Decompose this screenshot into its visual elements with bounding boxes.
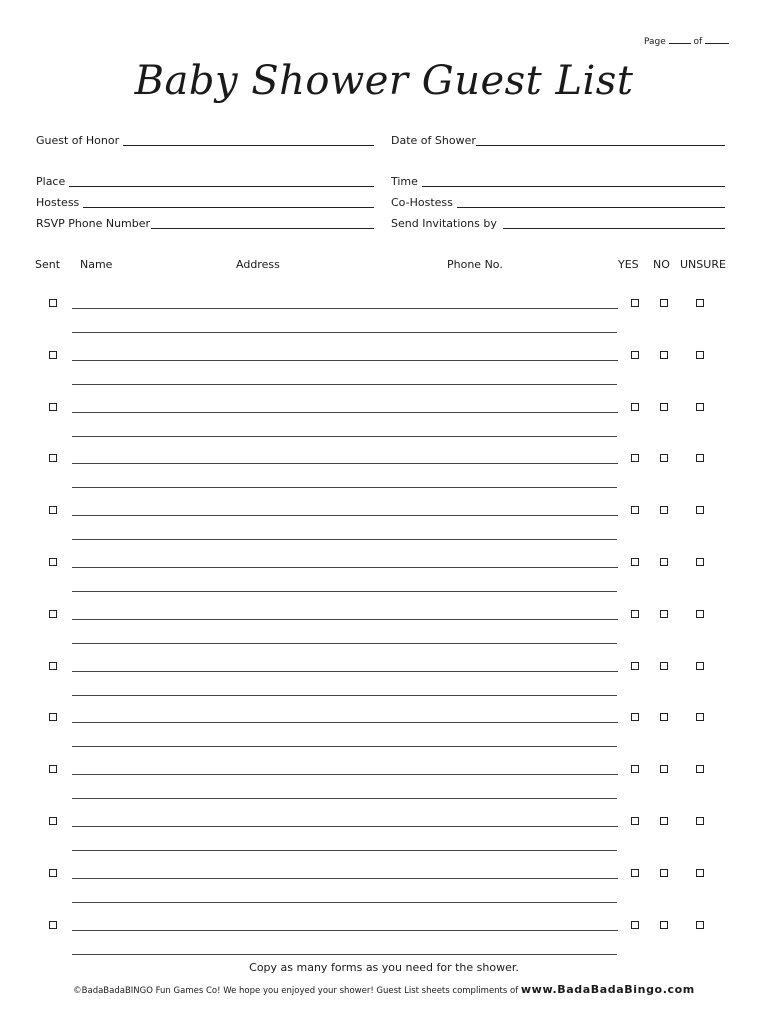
yes-checkbox[interactable]: [631, 662, 639, 670]
guest-address-line[interactable]: [72, 384, 617, 385]
place-label: Place: [36, 175, 66, 188]
place-line[interactable]: [69, 186, 374, 187]
page-number: [644, 34, 729, 47]
sent-checkbox[interactable]: [49, 869, 57, 877]
unsure-checkbox[interactable]: [696, 454, 704, 462]
guest-entry-line[interactable]: [72, 619, 618, 620]
guest-entry-line[interactable]: [72, 463, 618, 464]
guest-address-line[interactable]: [72, 332, 617, 333]
sent-checkbox[interactable]: [49, 817, 57, 825]
yes-checkbox[interactable]: [631, 403, 639, 411]
sent-checkbox[interactable]: [49, 403, 57, 411]
sent-checkbox[interactable]: [49, 610, 57, 618]
yes-checkbox[interactable]: [631, 299, 639, 307]
sent-checkbox[interactable]: [49, 921, 57, 929]
send-invitations-label: Send Invitations by: [391, 217, 497, 230]
place-field: [36, 173, 374, 189]
guest-entry-line[interactable]: [72, 722, 618, 723]
sent-checkbox[interactable]: [49, 351, 57, 359]
hostess-line[interactable]: [83, 207, 374, 208]
unsure-checkbox[interactable]: [696, 506, 704, 514]
send-invitations-field: [391, 215, 725, 231]
guest-entry-line[interactable]: [72, 774, 618, 775]
sent-checkbox[interactable]: [49, 299, 57, 307]
sent-checkbox[interactable]: [49, 506, 57, 514]
sent-checkbox[interactable]: [49, 662, 57, 670]
guest-address-line[interactable]: [72, 954, 617, 955]
unsure-checkbox[interactable]: [696, 921, 704, 929]
no-checkbox[interactable]: [660, 921, 668, 929]
time-label: Time: [391, 175, 418, 188]
guest-address-line[interactable]: [72, 487, 617, 488]
sent-checkbox[interactable]: [49, 558, 57, 566]
no-checkbox[interactable]: [660, 299, 668, 307]
yes-checkbox[interactable]: [631, 558, 639, 566]
no-checkbox[interactable]: [660, 869, 668, 877]
no-checkbox[interactable]: [660, 351, 668, 359]
of-label: of: [693, 37, 703, 47]
co-hostess-label: Co-Hostess: [391, 196, 453, 209]
time-field: [391, 173, 725, 189]
unsure-checkbox[interactable]: [696, 403, 704, 411]
sent-checkbox[interactable]: [49, 765, 57, 773]
guest-address-line[interactable]: [72, 798, 617, 799]
guest-address-line[interactable]: [72, 850, 617, 851]
co-hostess-field: [391, 194, 725, 210]
no-checkbox[interactable]: [660, 713, 668, 721]
yes-checkbox[interactable]: [631, 869, 639, 877]
rsvp-phone-label: RSVP Phone Number: [36, 217, 151, 230]
column-header-unsure: UNSURE: [680, 258, 726, 271]
no-checkbox[interactable]: [660, 558, 668, 566]
yes-checkbox[interactable]: [631, 921, 639, 929]
column-header-yes: YES: [618, 258, 639, 271]
page-number-blank[interactable]: [669, 34, 691, 44]
guest-entry-line[interactable]: [72, 671, 618, 672]
unsure-checkbox[interactable]: [696, 817, 704, 825]
unsure-checkbox[interactable]: [696, 869, 704, 877]
guest-of-honor-line[interactable]: [123, 145, 374, 146]
guest-address-line[interactable]: [72, 436, 617, 437]
unsure-checkbox[interactable]: [696, 299, 704, 307]
column-header-phone: Phone No.: [447, 258, 503, 271]
guest-of-honor-field: [36, 132, 374, 148]
guest-entry-line[interactable]: [72, 930, 618, 931]
guest-entry-line[interactable]: [72, 412, 618, 413]
no-checkbox[interactable]: [660, 403, 668, 411]
date-of-shower-line[interactable]: [476, 145, 725, 146]
date-of-shower-field: [391, 132, 725, 148]
guest-entry-line[interactable]: [72, 515, 618, 516]
column-header-name: Name: [80, 258, 113, 271]
rsvp-phone-field: [36, 215, 374, 231]
no-checkbox[interactable]: [660, 506, 668, 514]
send-invitations-line[interactable]: [503, 228, 725, 229]
guest-address-line[interactable]: [72, 746, 617, 747]
date-of-shower-label: Date of Shower: [391, 134, 476, 147]
sent-checkbox[interactable]: [49, 454, 57, 462]
unsure-checkbox[interactable]: [696, 558, 704, 566]
yes-checkbox[interactable]: [631, 454, 639, 462]
yes-checkbox[interactable]: [631, 765, 639, 773]
hostess-label: Hostess: [36, 196, 80, 209]
guest-address-line[interactable]: [72, 695, 617, 696]
footer-note: Copy as many forms as you need for the shower.: [249, 961, 519, 974]
yes-checkbox[interactable]: [631, 713, 639, 721]
guest-entry-line[interactable]: [72, 308, 618, 309]
yes-checkbox[interactable]: [631, 351, 639, 359]
page-total-blank[interactable]: [705, 34, 729, 44]
unsure-checkbox[interactable]: [696, 610, 704, 618]
page-title: Baby Shower Guest List: [134, 58, 634, 104]
no-checkbox[interactable]: [660, 817, 668, 825]
hostess-field: [36, 194, 374, 210]
unsure-checkbox[interactable]: [696, 351, 704, 359]
time-line[interactable]: [422, 186, 725, 187]
co-hostess-line[interactable]: [457, 207, 725, 208]
no-checkbox[interactable]: [660, 662, 668, 670]
guest-entry-line[interactable]: [72, 567, 618, 568]
unsure-checkbox[interactable]: [696, 765, 704, 773]
yes-checkbox[interactable]: [631, 506, 639, 514]
column-header-address: Address: [236, 258, 280, 271]
guest-address-line[interactable]: [72, 591, 617, 592]
page-label: Page: [644, 37, 666, 47]
footer-credit: ©BadaBadaBINGO Fun Games Co! We hope you enjoyed your shower! Guest List sheets compliments of: [73, 986, 521, 996]
unsure-checkbox[interactable]: [696, 662, 704, 670]
guest-entry-line[interactable]: [72, 826, 618, 827]
guest-address-line[interactable]: [72, 902, 617, 903]
guest-of-honor-label: Guest of Honor: [36, 134, 120, 147]
no-checkbox[interactable]: [660, 765, 668, 773]
yes-checkbox[interactable]: [631, 610, 639, 618]
column-header-no: NO: [653, 258, 670, 271]
guest-address-line[interactable]: [72, 643, 617, 644]
unsure-checkbox[interactable]: [696, 713, 704, 721]
footer-credit-line: [0, 983, 768, 996]
sent-checkbox[interactable]: [49, 713, 57, 721]
no-checkbox[interactable]: [660, 454, 668, 462]
guest-entry-line[interactable]: [72, 360, 618, 361]
column-header-sent: Sent: [35, 258, 61, 271]
footer-website-link[interactable]: www.BadaBadaBingo.com: [520, 983, 695, 996]
rsvp-phone-line[interactable]: [151, 228, 374, 229]
yes-checkbox[interactable]: [631, 817, 639, 825]
guest-entry-line[interactable]: [72, 878, 618, 879]
no-checkbox[interactable]: [660, 610, 668, 618]
guest-address-line[interactable]: [72, 539, 617, 540]
